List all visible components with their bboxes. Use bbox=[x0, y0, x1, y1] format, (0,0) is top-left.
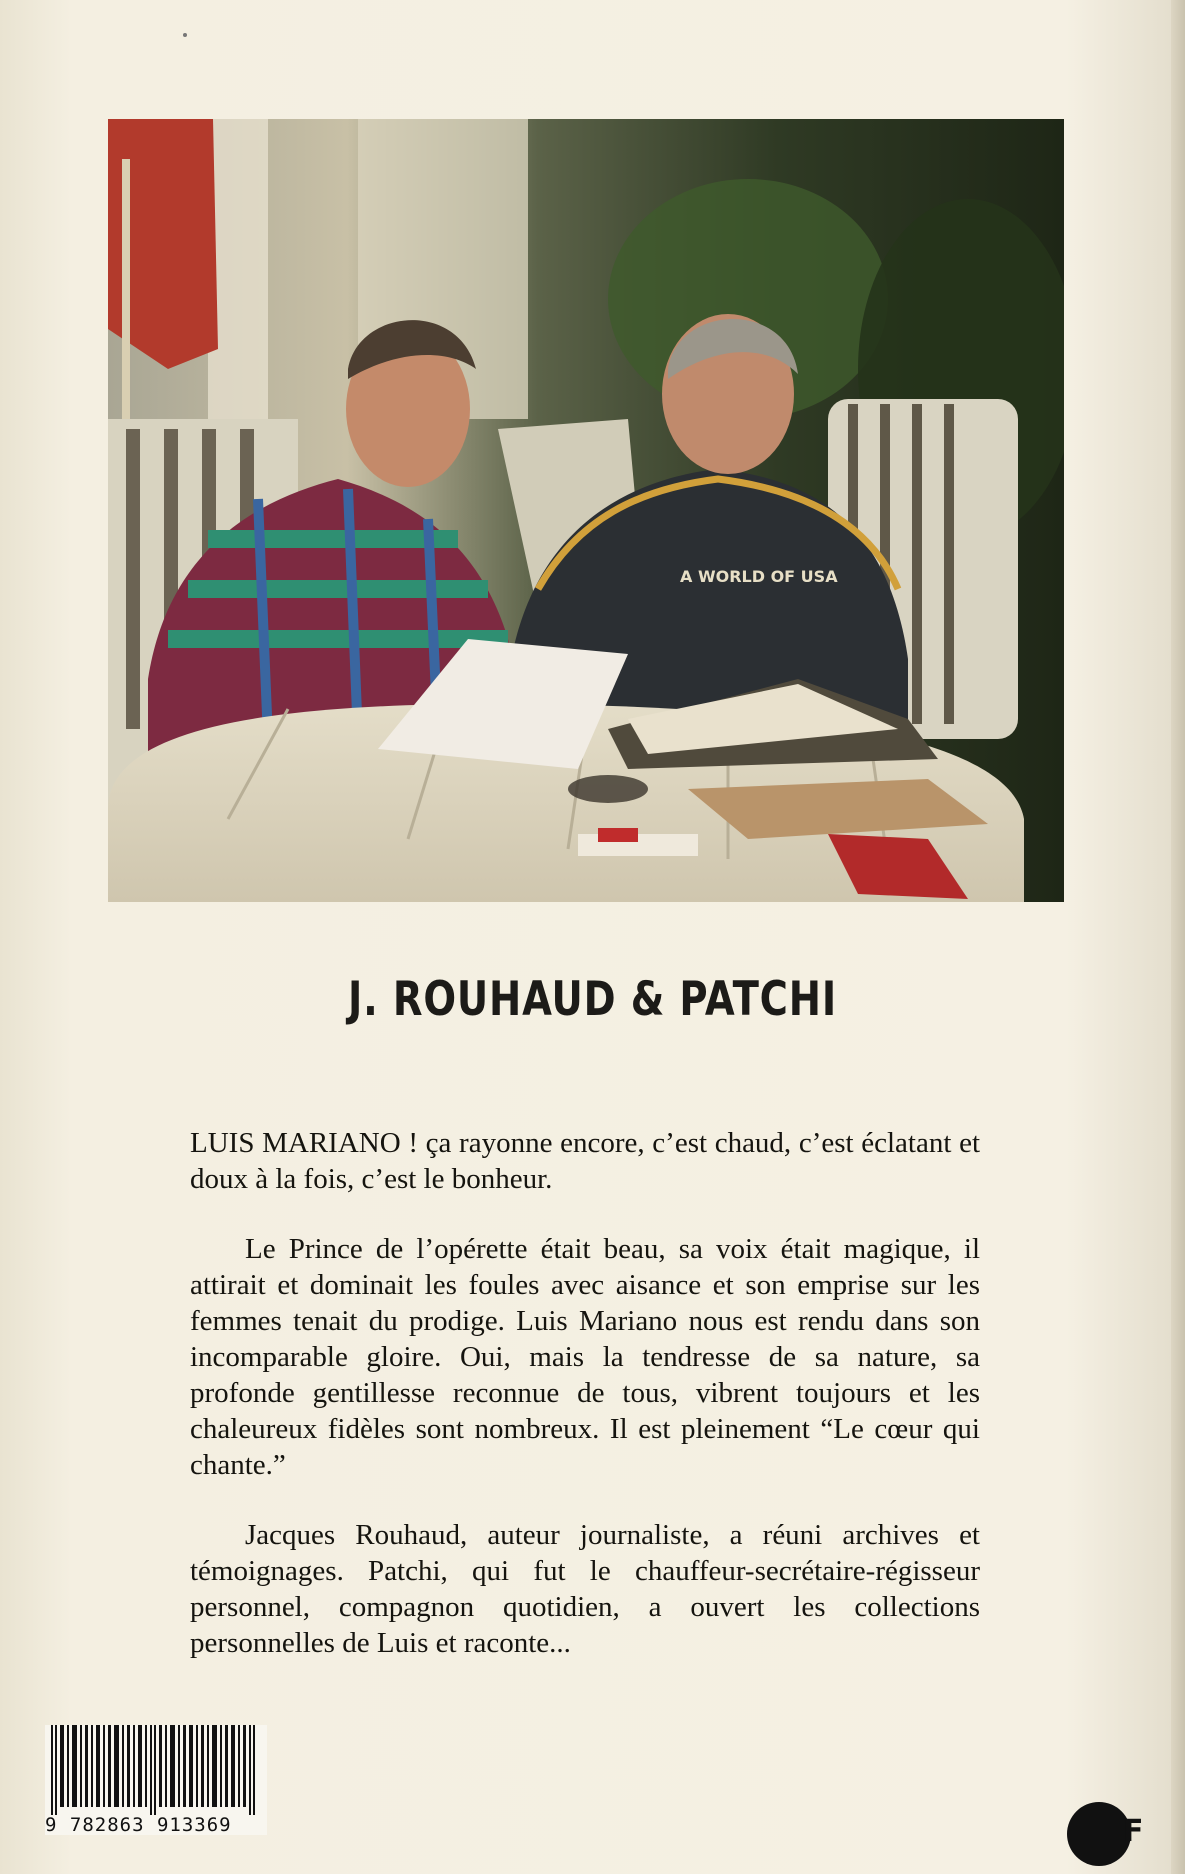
blurb-paragraph-2: Le Prince de l’opérette était beau, sa voix était magique, il attirait et dominait les foules avec aisance et son emprise sur les femmes tenait du prodige. Luis Mariano nous est rendu dans son incomparable gloire. Oui, mais la tendresse de sa nature, sa profonde gentillesse reconnue de tous, vibrent toujours et les chaleureux fidèles sont nombreux. Il est pleinement “Le cœur qui chante.” bbox=[190, 1233, 980, 1481]
book-blurb bbox=[190, 1125, 980, 1695]
price-dot-icon bbox=[1067, 1802, 1131, 1866]
shirt-print: A WORLD OF USA bbox=[680, 567, 838, 586]
isbn-barcode bbox=[45, 1725, 267, 1835]
price-letter: F bbox=[1123, 1814, 1144, 1849]
isbn-number: 9 782863 913369 bbox=[45, 1814, 232, 1836]
paper-speck bbox=[183, 33, 187, 37]
barcode-bars-icon bbox=[45, 1725, 267, 1815]
cover-edge bbox=[1171, 0, 1185, 1874]
book-authors: J. ROUHAUD & PATCHI bbox=[347, 972, 838, 1027]
blurb-paragraph-3: Jacques Rouhaud, auteur journaliste, a réuni archives et témoignages. Patchi, qui fut le chauffeur-secrétaire-régisseur personnel, compagnon quotidien, a ouvert les collections personnelles de Luis et raconte... bbox=[190, 1519, 980, 1659]
cover-photo bbox=[108, 119, 1064, 902]
blurb-paragraph-1: LUIS MARIANO ! ça rayonne encore, c’est chaud, c’est éclatant et doux à la fois, c’est le bonheur. bbox=[190, 1127, 980, 1195]
